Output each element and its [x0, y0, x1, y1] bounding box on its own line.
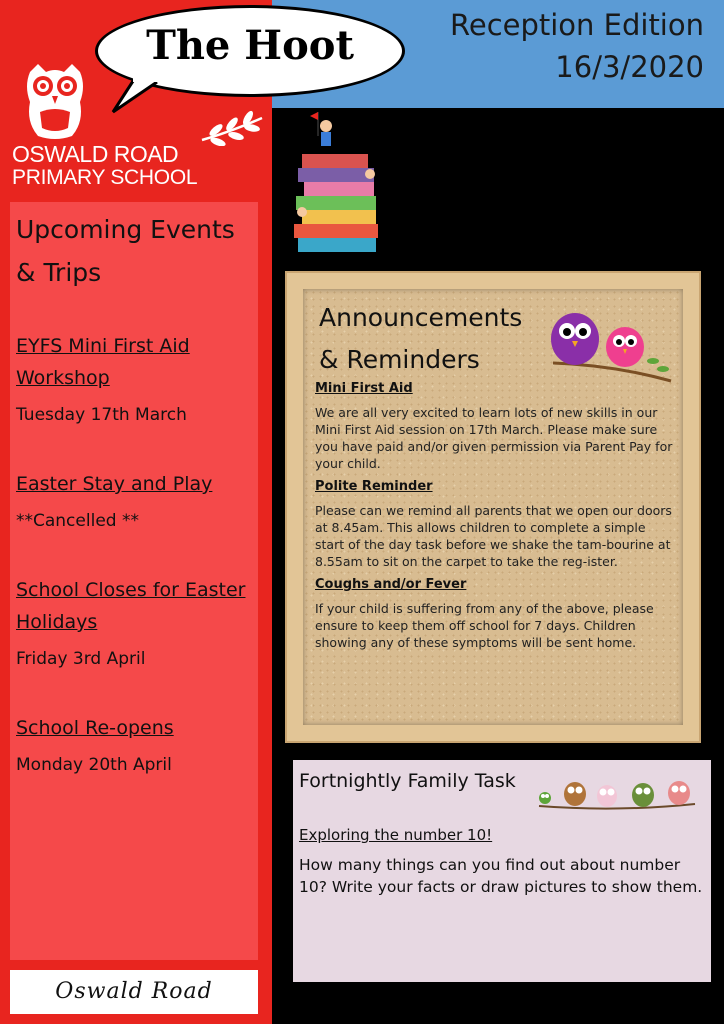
- event-status: **Cancelled **: [16, 511, 139, 531]
- announcement-heading: Mini First Aid: [315, 381, 413, 396]
- event-heading-cont: Holidays: [16, 611, 98, 633]
- family-task-panel: [293, 760, 711, 982]
- event-item: [16, 712, 252, 778]
- owl-row-icon: [537, 778, 697, 814]
- announcement-text: If your child is suffering from any of the above, please ensure to keep them off school for 7 days. Children showing any of these symptoms will be sent home.: [315, 601, 654, 650]
- upcoming-events-panel: [10, 202, 258, 960]
- family-task-subtitle: Exploring the number 10!: [299, 826, 493, 844]
- family-task-text: How many things can you find out about number 10? Write your facts or draw pictures to show them.: [299, 856, 703, 896]
- announcements-title: [319, 297, 522, 381]
- speech-bubble-tail: [105, 72, 165, 117]
- owl-logo-icon: [22, 62, 88, 142]
- school-name: [12, 142, 197, 190]
- event-heading: EYFS Mini First Aid: [16, 335, 190, 357]
- event-item: [16, 574, 252, 672]
- events-title-line1: Upcoming Events: [16, 215, 235, 244]
- announcements-title-line2: & Reminders: [319, 345, 480, 374]
- event-heading: School Re-opens: [16, 717, 174, 739]
- leaf-sprig-icon: [200, 110, 264, 146]
- event-heading: Easter Stay and Play: [16, 473, 213, 495]
- events-title: [16, 208, 252, 294]
- cork-surface: [303, 289, 683, 725]
- event-heading: School Closes for Easter: [16, 579, 246, 601]
- owls-on-branch-icon: [543, 303, 673, 383]
- announcement-heading: Polite Reminder: [315, 479, 433, 494]
- school-name-line1: OSWALD ROAD: [12, 141, 179, 167]
- announcements-board: [285, 271, 701, 743]
- school-name-line2: PRIMARY SCHOOL: [12, 166, 198, 189]
- event-date: Friday 3rd April: [16, 649, 146, 669]
- event-date: Tuesday 17th March: [16, 405, 187, 425]
- newsletter-title: The Hoot: [146, 22, 354, 69]
- event-date: Monday 20th April: [16, 755, 172, 775]
- announcement-text: Please can we remind all parents that we open our doors at 8.45am. This allows children to complete a simple start of the day task before we shake the tam-bourine at 8.55am to sit on the carpet to take the reg-ister.: [315, 503, 672, 569]
- edition-date: 16/3/2020: [555, 50, 704, 84]
- announcements-title-line1: Announcements: [319, 303, 523, 332]
- edition-label: Reception Edition: [450, 8, 704, 42]
- announcement-text: We are all very excited to learn lots of new skills in our Mini First Aid session on 17th March. Please make sure you have paid and/or given permission via Parent Pay for your child.: [315, 405, 673, 471]
- announcement-heading: Coughs and/or Fever: [315, 577, 467, 592]
- event-item: [16, 330, 252, 428]
- events-title-line2: & Trips: [16, 258, 102, 287]
- family-task-title: Fortnightly Family Task: [299, 770, 516, 792]
- event-item: [16, 468, 252, 534]
- announcements-body: [315, 381, 675, 658]
- book-stack-icon: [288, 110, 388, 258]
- edition-info: [450, 4, 704, 88]
- footer-school-name: Oswald Road: [10, 970, 258, 1014]
- event-heading-cont: Workshop: [16, 367, 110, 389]
